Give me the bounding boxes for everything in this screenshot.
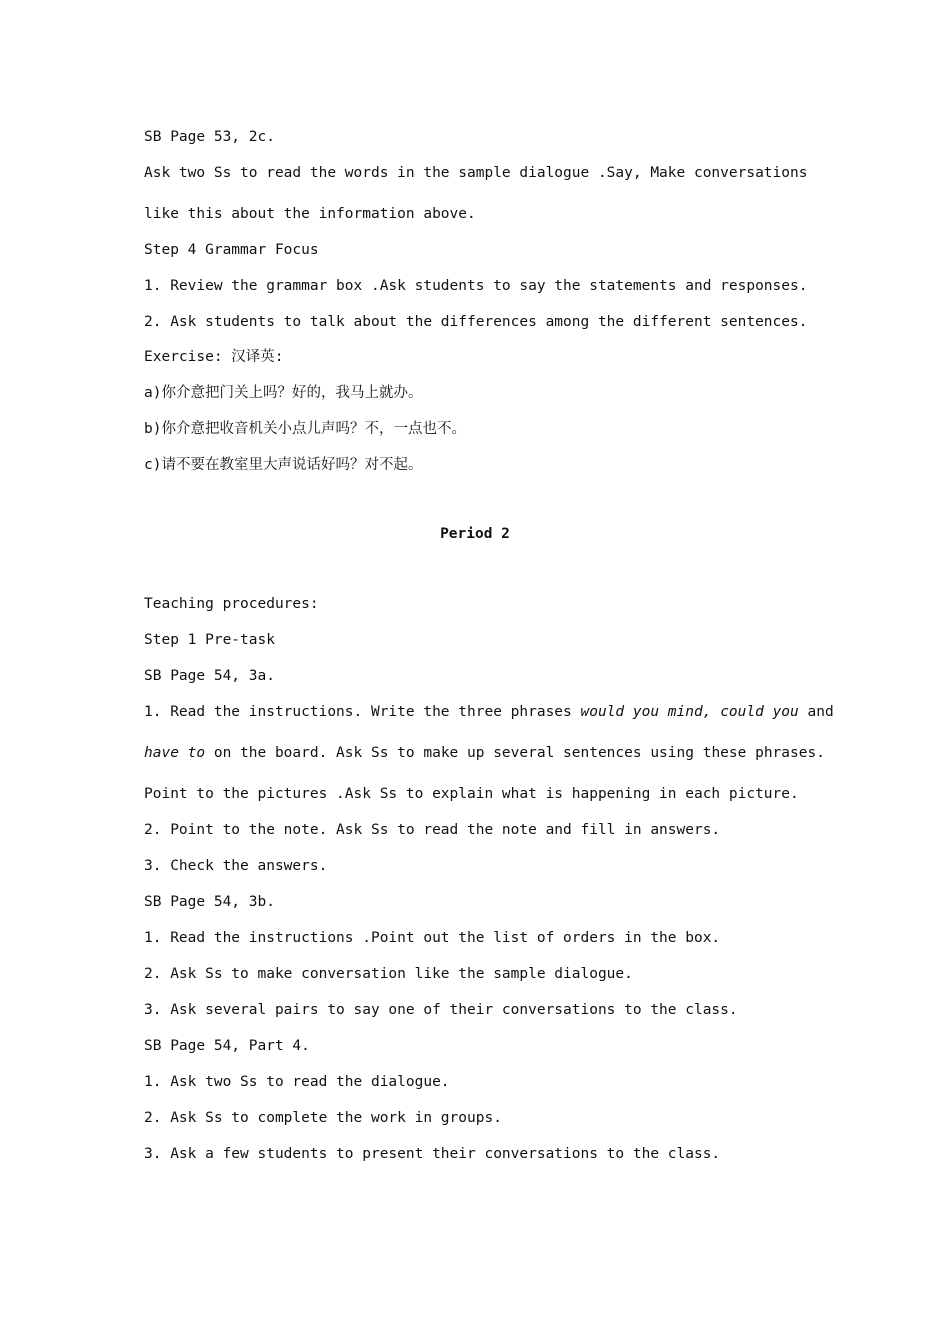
teaching-procedures-label: Teaching procedures: [144, 596, 319, 612]
list-item: 2. Point to the note. Ask Ss to read the note and fill in answers. [144, 822, 721, 838]
period-title: Period 2 [440, 526, 510, 542]
sb-reference-part4: SB Page 54, Part 4. [144, 1038, 310, 1054]
list-item: 2. Ask students to talk about the differences among the different sentences. [144, 314, 808, 330]
instruction-text: and [807, 704, 834, 720]
exercise-label: Exercise: 汉译英: [144, 349, 284, 365]
instruction-text: 1. Read the instructions. Write the three phrases [144, 704, 572, 720]
list-item: 3. Ask a few students to present their conversations to the class. [144, 1146, 721, 1162]
phrase-would-you-mind: would you mind, [580, 704, 712, 720]
exercise-item-c: c)请不要在教室里大声说话好吗？对不起。 [144, 457, 423, 473]
list-item: 2. Ask Ss to make conversation like the sample dialogue. [144, 966, 633, 982]
step-heading: Step 4 Grammar Focus [144, 242, 319, 258]
list-item: 1. Ask two Ss to read the dialogue. [144, 1074, 450, 1090]
instruction-line: Point to the pictures .Ask Ss to explain what is happening in each picture. [144, 786, 799, 802]
sb-reference-2c: SB Page 53, 2c. [144, 129, 275, 145]
instruction-line [144, 702, 834, 722]
list-item: 1. Read the instructions .Point out the list of orders in the box. [144, 930, 721, 946]
list-item: 2. Ask Ss to complete the work in groups. [144, 1110, 502, 1126]
sb-reference-3b: SB Page 54, 3b. [144, 894, 275, 910]
instruction-text: on the board. Ask Ss to make up several sentences using these phrases. [213, 745, 825, 761]
exercise-item-a: a)你介意把门关上吗？好的，我马上就办。 [144, 385, 423, 401]
exercise-item-b: b)你介意把收音机关小点儿声吗？不，一点也不。 [144, 421, 466, 437]
instruction-line: like this about the information above. [144, 206, 476, 222]
sb-reference-3a: SB Page 54, 3a. [144, 668, 275, 684]
step-heading: Step 1 Pre-task [144, 632, 275, 648]
instruction-line: Ask two Ss to read the words in the sample dialogue .Say, Make conversations [144, 165, 808, 181]
phrase-have-to: have to [144, 745, 206, 761]
list-item: 3. Check the answers. [144, 858, 328, 874]
list-item: 1. Review the grammar box .Ask students to say the statements and responses. [144, 278, 808, 294]
instruction-line [144, 743, 825, 763]
phrase-could-you: could you [720, 704, 799, 720]
list-item: 3. Ask several pairs to say one of their conversations to the class. [144, 1002, 738, 1018]
